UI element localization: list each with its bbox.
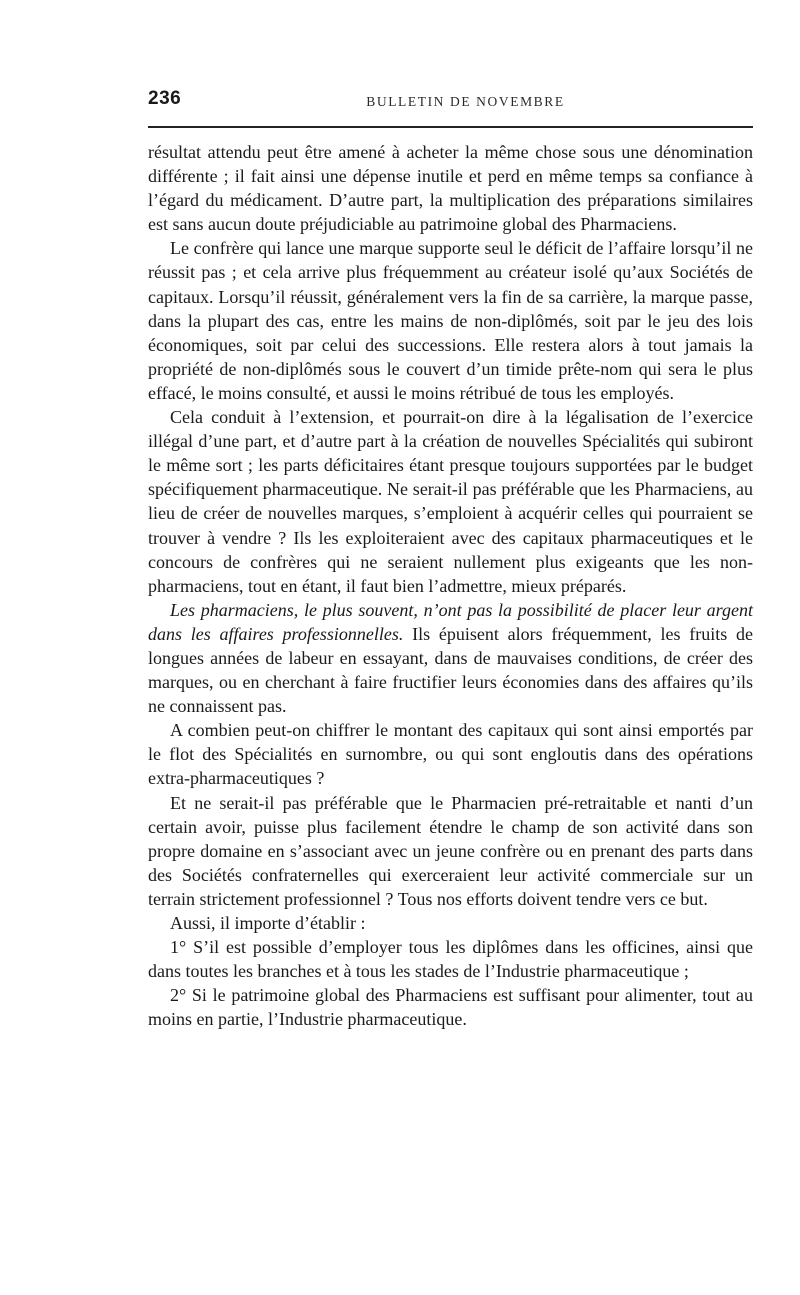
paragraph: Cela conduit à l’extension, et pourrait-on dire à la légalisation de l’exercice illégal d’une part, et d’autre part à la création de nouvelles Spécialités qui subiront le même sort ; les parts déficitaires étant presque toujours supportées par le budget spécifiquement pharmaceutique. Ne serait-il pas préférable que les Pharmaciens, au lieu de créer de nouvelles marques, s’emploient à acquérir celles qui pourraient se trouver à vendre ? Ils les exploiteraient avec des capitaux pharmaceutiques et le concours de confrères qui ne seraient nullement plus exigeants que les non-pharmaciens, tout en étant, il faut bien l’admettre, mieux préparés.: [148, 407, 753, 596]
paragraph: A combien peut-on chiffrer le montant des capitaux qui sont ainsi emportés par le flot des Spécialités en surnombre, ou qui sont engloutis dans des opérations extra-pharmaceutiques ?: [148, 720, 753, 789]
paragraph: Aussi, il importe d’établir :: [170, 913, 366, 933]
list-item: 2° Si le patrimoine global des Pharmaciens est suffisant pour alimenter, tout au moins en partie, l’Industrie pharmaceutique.: [148, 985, 753, 1030]
running-title: BULLETIN DE NOVEMBRE: [366, 94, 565, 109]
page-number: 236: [148, 88, 182, 109]
list-item: 1° S’il est possible d’employer tous les diplômes dans les officines, ainsi que dans toutes les branches et à tous les stades de l’Industrie pharmaceutique ;: [148, 937, 753, 982]
paragraph: Le confrère qui lance une marque supporte seul le déficit de l’affaire lorsqu’il ne réussit pas ; et cela arrive plus fréquemment au créateur isolé qu’aux Sociétés de capitaux. Lorsqu’il réussit, généralement vers la fin de sa carrière, la marque passe, dans la plupart des cas, entre les mains de non-diplômés, soit par le jeu des lois économiques, soit par celui des successions. Elle restera alors à tout jamais la propriété de non-diplômés sous le couvert d’un timide prête-nom qui sera le plus effacé, le moins consulté, et aussi le moins rétribué de tous les employés.: [148, 238, 753, 403]
page: [148, 88, 753, 1031]
article-body: [148, 140, 753, 1031]
paragraph: Les pharmaciens, le plus souvent, n’ont pas la possibilité de placer leur argent dans les affaires professionnelles. Ils épuisent alors fréquemment, les fruits de longues années de labeur en essayant, dans de mauvaises conditions, de créer des marques, ou en cherchant à faire fructifier leurs économies dans des affaires qu’ils ne connaissent pas.: [148, 599, 753, 717]
paragraph: résultat attendu peut être amené à acheter la même chose sous une dénomination différente ; il fait ainsi une dépense inutile et perd en même temps sa confiance à l’égard du médicament. D’autre part, la multiplication des préparations similaires est sans aucun doute préjudiciable au patrimoine global des Pharmaciens.: [148, 142, 753, 235]
italic-emphasis: Les pharmaciens, le plus souvent, n’ont pas la possibilité de placer leur argent dans les affaires professionnelles.: [148, 599, 753, 644]
page-header: [148, 88, 753, 122]
paragraph: Et ne serait-il pas préférable que le Pharmacien pré-retraitable et nanti d’un certain avoir, puisse plus facilement étendre le champ de son activité dans son propre domaine en s’associant avec un jeune confrère ou en prenant des parts dans des Sociétés confraternelles qui exerceraient leur activité commerciale sur un terrain strictement professionnel ? Tous nos efforts doivent tendre vers ce but.: [148, 792, 753, 909]
header-rule: [148, 126, 753, 128]
